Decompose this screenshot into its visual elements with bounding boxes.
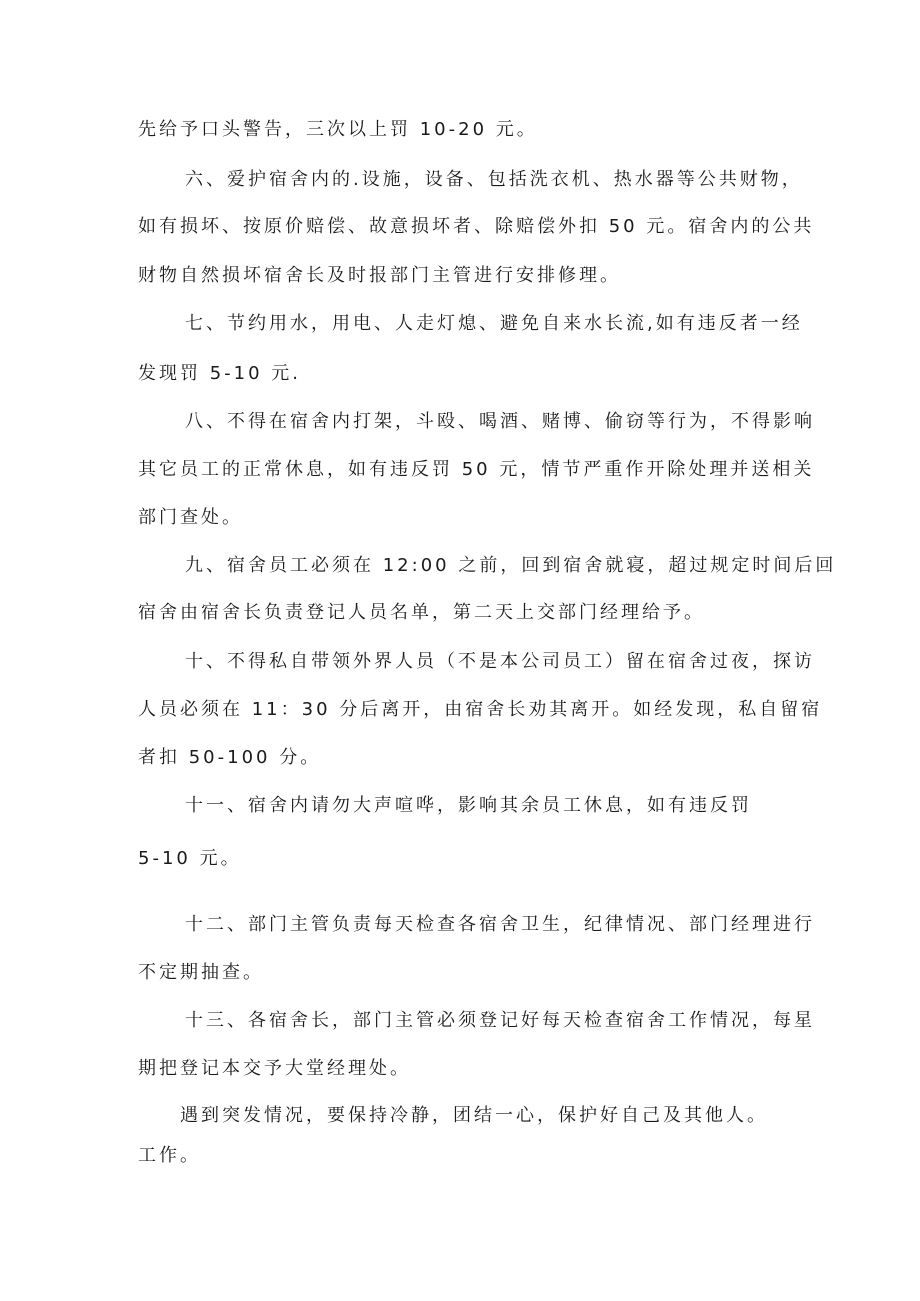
text-line: 部门查处。 [138, 507, 243, 528]
text-line: 财物自然损坏宿舍长及时报部门主管进行安排修理。 [138, 265, 621, 286]
text-line: 先给予口头警告，三次以上罚 10-20 元。 [138, 119, 538, 140]
text-line: 遇到突发情况，要保持冷静，团结一心，保护好自己及其他人。 [180, 1105, 768, 1126]
text-line: 七、节约用水，用电、人走灯熄、避免自来水长流,如有违反者一经 [185, 313, 803, 334]
text-line: 期把登记本交予大堂经理处。 [138, 1058, 411, 1079]
text-line: 九、宿舍员工必须在 12:00 之前，回到宿舍就寝，超过规定时间后回 [185, 555, 837, 576]
text-line: 人员必须在 11：30 分后离开，由宿舍长劝其离开。如经发现，私自留宿 [138, 699, 823, 720]
text-line: 不定期抽查。 [138, 962, 264, 983]
text-line: 十一、宿舍内请勿大声喧哗，影响其余员工休息，如有违反罚 [185, 795, 752, 816]
text-line: 其它员工的正常休息，如有违反罚 50 元，情节严重作开除处理并送相关 [138, 459, 815, 480]
text-line: 十三、各宿舍长，部门主管必须登记好每天检查宿舍工作情况，每星 [185, 1010, 815, 1031]
text-line: 工作。 [138, 1145, 201, 1166]
text-line: 十、不得私自带领外界人员（不是本公司员工）留在宿舍过夜，探访 [185, 651, 815, 672]
text-line: 八、不得在宿舍内打架，斗殴、喝酒、赌博、偷窃等行为，不得影响 [185, 411, 815, 432]
text-line: 六、爱护宿舍内的.设施，设备、包括洗衣机、热水器等公共财物， [185, 169, 803, 190]
text-line: 5-10 元。 [138, 848, 242, 869]
text-line: 发现罚 5-10 元. [138, 363, 302, 384]
text-line: 如有损坏、按原价赔偿、故意损坏者、除赔偿外扣 50 元。宿舍内的公共 [138, 216, 815, 237]
text-line: 宿舍由宿舍长负责登记人员名单，第二天上交部门经理给予。 [138, 602, 705, 623]
text-line: 十二、部门主管负责每天检查各宿舍卫生，纪律情况、部门经理进行 [185, 914, 815, 935]
text-line: 者扣 50-100 分。 [138, 747, 322, 768]
